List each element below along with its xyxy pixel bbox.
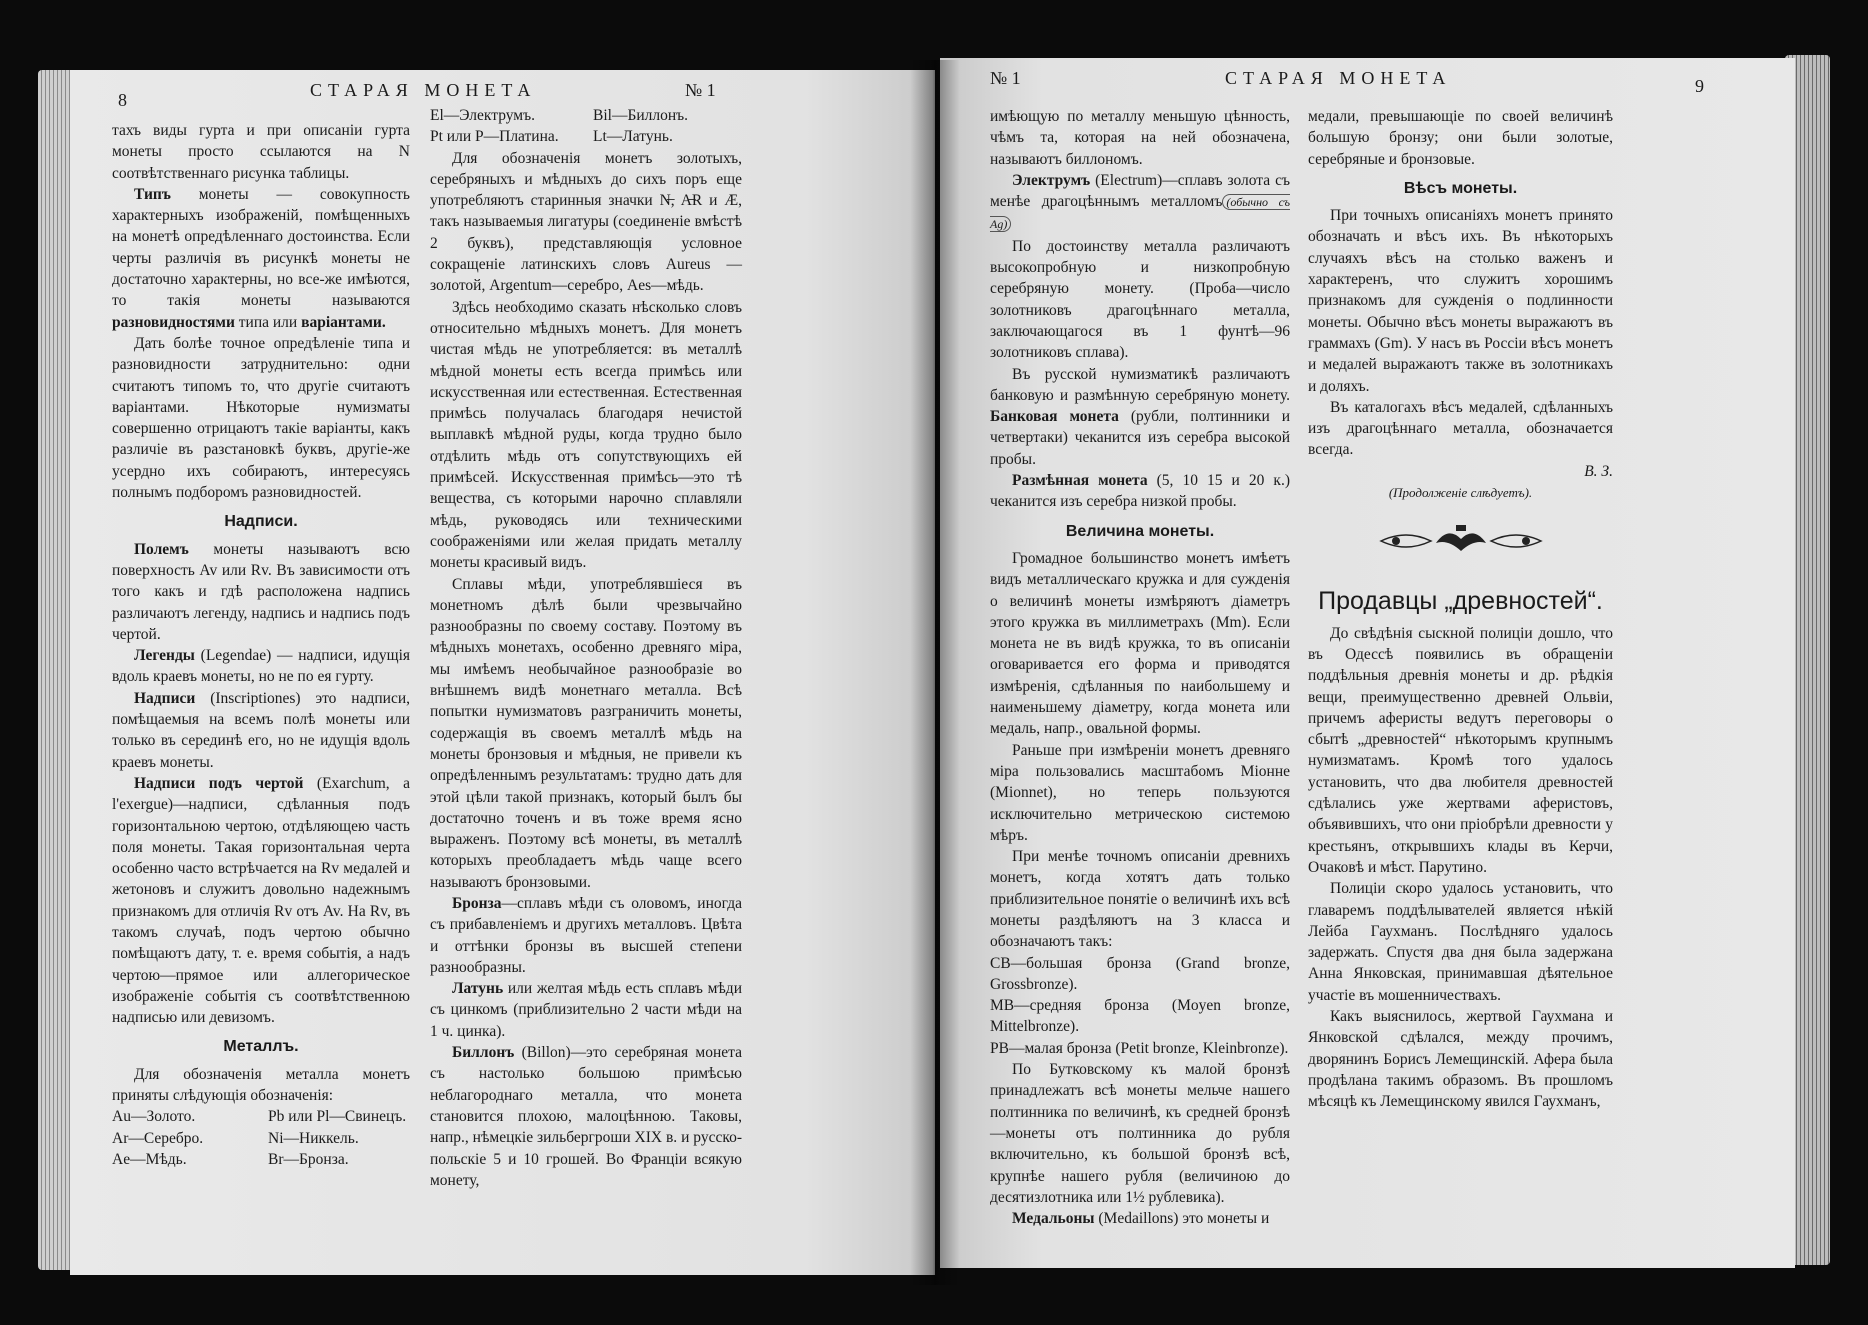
- paragraph: Для обозначенія металла монетъ приняты слѣдующія обозначенія:: [112, 1065, 410, 1105]
- issue-number: № 1: [990, 68, 1021, 88]
- list-item: MB—средняя бронза (Moyen bronze, Mittelbronze).: [990, 997, 1290, 1036]
- table-cell: Pb или Pl—Свинецъ.: [268, 1108, 407, 1126]
- right-page: [940, 58, 1795, 1268]
- table-cell: Ae—Мѣдь.: [112, 1150, 187, 1168]
- paragraph: Надписи (Inscriptiones) это надписи, помѣщаемыя на всемъ полѣ монеты или только въ серединѣ его, но не идущія вдоль краевъ монеты.: [112, 689, 410, 771]
- metal-abbreviations-table-cont: [430, 105, 742, 148]
- paragraph: Сплавы мѣди, употреблявшіеся въ монетномъ дѣлѣ были чрезвычайно разнообразны по своему составу. Поэтому въ мѣдныхъ монетахъ, особенно древняго міра, мы имѣемъ необычайное разнообразіе во внѣшнемъ видѣ монетнаго металла. Всѣ попытки нумизматовъ разграничить монеты, содержащія въ своемъ металлѣ мѣдь на монеты бронзовыя и мѣдныя, не привели къ опредѣленнымъ результатамъ: трудно дать для этой цѣли такой признакъ, который былъ бы достаточно точенъ и въ тоже время ясно выраженъ. Поэтому всѣ монеты, въ металлѣ которыхъ преобладаетъ мѣдь чаще всего называютъ бронзовыми.: [430, 575, 742, 891]
- page-number: 8: [118, 90, 127, 110]
- paragraph: Надписи подъ чертой (Exarchum, a l'exergue)—надписи, сдѣланныя подъ горизонтальною чертою, отдѣляющею часть поля монеты. Такая горизонтальная черта особенно часто встрѣчается на Rv медалей и жетоновъ и служитъ довольно надежнымъ признакомъ для отличія Rv отъ Av. На Rv, въ такомъ случаѣ, подъ чертою обычно помѣщаютъ дату, т. е. время событія, а надъ чертою—прямое или аллегорическое изображеніе событія съ соотвѣтственною надписью или девизомъ.: [112, 774, 410, 1027]
- paragraph: До свѣдѣнія сыскной полиціи дошло, что въ Одессѣ появились въ обращеніи поддѣльныя древнія монеты и др. рѣдкія вещи, преимущественно древней Ольвіи, причемъ аферисты ведутъ переговоры о сбытѣ „древностей“ нѣкоторымъ крупнымъ нумизматамъ. Кромѣ того удалось установить, что два любителя древностей сдѣлались уже жертвами аферистовъ, объявившихъ, что они пріобрѣли древности у крестьянъ, открывшихъ клады въ Керчи, Очаковѣ и мѣст. Парутино.: [1308, 624, 1613, 876]
- term: Надписи: [134, 689, 196, 707]
- paragraph: Дать болѣе точное опредѣленіе типа и разновидности затруднительно: одни считаютъ типомъ то, что другіе считаютъ варіантами. Нѣкоторые нумизматы совершенно отрицаютъ такіе варіанты, какъ различіе въ разстановкѣ буквъ, другіе-же усердно ихъ собираютъ, интересуясь полнымъ подборомъ разновидностей.: [112, 334, 410, 502]
- term: Электрумъ: [1012, 171, 1091, 189]
- paragraph: Биллонъ (Billon)—это серебряная монета съ настолько большою примѣсью неблагороднаго металла, что монета становится плохою, малоцѣнною. Таковы, напр., нѣмецкіе зильбергроши XIX в. и русско-польскіе 5 и 10 грошей. Во Франціи всякую монету,: [430, 1044, 742, 1189]
- table-cell: Lt—Латунь.: [593, 128, 673, 146]
- paragraph: Латунь или желтая мѣдь есть сплавъ мѣди съ цинкомъ (приблизительно 2 части мѣди на 1 ч. цинка).: [430, 980, 742, 1040]
- term: Легенды: [134, 647, 195, 665]
- section-heading: Металлъ.: [223, 1038, 299, 1056]
- left-column-1: [112, 120, 410, 1170]
- paragraph: Въ каталогахъ вѣсъ медалей, сдѣланныхъ изъ драгоцѣннаго металла, обозначается всегда.: [1308, 398, 1613, 459]
- handwritten-note: (обычно съ Ag): [990, 195, 1290, 232]
- section-heading: Надписи.: [224, 513, 298, 531]
- paragraph: Размѣнная монета (5, 10 15 и 20 к.) чеканится изъ серебра низкой пробы.: [990, 472, 1290, 511]
- paragraph: Полемъ монеты называютъ всю поверхность Av или Rv. Въ зависимости отъ того какъ и гдѣ расположена надпись различаютъ легенду, надпись и надпись подъ чертой.: [112, 540, 410, 643]
- author-signature: В. З.: [1584, 462, 1613, 480]
- paragraph: Въ русской нумизматикѣ различаютъ банковую и размѣнную серебряную монету. Банковая монета (рубли, полтинники и четвертаки) чеканится изъ серебра высокой пробы.: [990, 365, 1290, 468]
- eagle-ornament-icon: [1308, 521, 1613, 561]
- section-heading: Вѣсъ монеты.: [1403, 179, 1518, 197]
- term: Биллонъ: [452, 1044, 515, 1062]
- term: Банковая монета: [990, 408, 1119, 426]
- paragraph: При менѣе точномъ описаніи древнихъ монетъ, когда хотятъ дать только приблизительное понятіе о величинѣ ихъ всѣ монеты раздѣляютъ на 3 класса и обозначаютъ такъ:: [990, 848, 1290, 951]
- term: разновидностями: [112, 313, 235, 331]
- term: Бронза: [452, 894, 502, 912]
- metal-abbreviations-table: [112, 1106, 410, 1170]
- paragraph: Легенды (Legendae) — надписи, идущія вдоль краевъ монеты, но не по ея гурту.: [112, 647, 410, 686]
- section-heading: Величина монеты.: [1065, 522, 1215, 540]
- table-cell: Au—Золото.: [112, 1108, 196, 1126]
- paragraph: Какъ выяснилось, жертвой Гаухмана и Янковской сдѣлался, между прочимъ, дворянинъ Борисъ Лемещинскій. Афера была продѣлана такимъ образомъ. Въ прошломъ мѣсяцѣ къ Лемещинскому явился Гаухманъ,: [1308, 1007, 1613, 1111]
- table-cell: Ar—Серебро.: [112, 1129, 204, 1147]
- paragraph: По достоинству металла различаютъ высокопробную и низкопробную серебряную монету. (Проба—число золотниковъ драгоцѣннаго металла, заключающагося въ 1 фунтѣ—96 золотниковъ сплава).: [990, 237, 1290, 362]
- paragraph: Раньше при измѣреніи монетъ древняго міра пользовались масштабомъ Міонне (Mionnet), но теперь пользуются исключительно метрическою системою мѣръ.: [990, 741, 1290, 844]
- paragraph: медали, превышающіе по своей величинѣ большую бронзу; они были золотые, серебряные и бронзовые.: [1308, 108, 1613, 168]
- term: варіантами.: [301, 313, 386, 331]
- paragraph: При точныхъ описаніяхъ монетъ принято обозначать и вѣсъ ихъ. Въ нѣкоторыхъ случаяхъ вѣсъ на столько важенъ и характеренъ, что служитъ хорошимъ признакомъ для сужденія о подлинности монеты. Обычно вѣсъ монеты выражаютъ въ граммахъ (Gm). У насъ въ Россіи вѣсъ монетъ и медалей выражаютъ также въ золотникахъ и доляхъ.: [1308, 207, 1613, 395]
- paragraph: Полиціи скоро удалось установить, что главаремъ поддѣлывателей является нѣкій Лейба Гаухманъ. Послѣдняго удалось задержать. Спустя два дня была задержана Анна Янковская, принимавшая дѣятельное участіе въ мошенничествахъ.: [1308, 880, 1613, 1004]
- left-column-2: [430, 105, 742, 1191]
- table-cell: Ni—Никкель.: [268, 1129, 359, 1147]
- list-item: PB—малая бронза (Petit bronze, Kleinbronze).: [990, 1039, 1289, 1057]
- term: Надписи подъ чертой: [134, 774, 304, 792]
- right-column-1: [990, 106, 1290, 1229]
- term: Типъ: [134, 185, 171, 203]
- table-cell: El—Электрумъ.: [430, 107, 535, 124]
- term: Полемъ: [134, 540, 189, 558]
- paragraph: Здѣсь необходимо сказать нѣсколько словъ относительно мѣдныхъ монетъ. Для монетъ чистая мѣдь не употребляется: въ металлѣ мѣдной монеты есть всегда примѣсь или искусственная или естественная. Естественная примѣсь получалась благодаря нечистой выплавкѣ мѣдной руды, когда трудно было отдѣлить мѣдь отъ сопутствующихъ ей примѣсей. Искусственная примѣсь—это тѣ вещества, съ которыми нарочно сплавляли мѣдь, руководясь или техническими соображеніями или желая придать металлу монеты красивый видъ.: [430, 298, 742, 572]
- paragraph: Электрумъ (Electrum)—сплавъ золота съ менѣе драгоцѣннымъ металломъ (обычно съ Ag): [990, 171, 1290, 232]
- term: Размѣнная монета: [1012, 472, 1148, 490]
- paragraph: имѣющую по металлу меньшую цѣнность, чѣмъ та, которая на ней обозначена, называютъ биллономъ.: [990, 108, 1290, 168]
- article-title: Продавцы „древностей“.: [1318, 587, 1603, 616]
- term: Латунь: [452, 980, 504, 998]
- paragraph: Громадное большинство монетъ имѣетъ видъ металлическаго кружка и для сужденія о величинѣ монеты измѣряютъ діаметръ этого кружка въ миллиметрахъ (Mm). Если монета не въ видѣ кружка, то въ описаніи оговаривается его форма и приводятся измѣренія, сдѣланныя по наибольшему и наименьшему діаметру, когда монета или медаль, напр., овальной формы.: [990, 549, 1290, 738]
- paragraph: По Бутковскому къ малой бронзѣ принадлежатъ всѣ монеты мельче нашего полтинника по величинѣ, къ средней бронзѣ—монеты отъ полтинника до рубля включительно, къ большой бронзѣ всѣ, крупнѣе нашего рубля (величиною до десятизлотника или 1½ рублевика).: [990, 1061, 1290, 1206]
- running-header: СТАРАЯ МОНЕТА: [310, 80, 537, 100]
- paragraph: Бронза—сплавъ мѣди съ оловомъ, иногда съ прибавленіемъ и другихъ металловъ. Цвѣта и оттѣнки бронзы въ высшей степени разнообразны.: [430, 894, 742, 976]
- list-item: CB—большая бронза (Grand bronze, Grossbronze).: [990, 954, 1290, 993]
- paragraph: Для обозначенія монетъ золотыхъ, серебряныхъ и мѣдныхъ до сихъ поръ еще употребляютъ старинныя значки N̶, A̶R и Æ, такъ называемыя лигатуры (соединеніе вмѣстѣ 2 буквъ), представляющія условное сокращеніе латинскихъ словъ Aureus — золотой, Argentum—серебро, Aes—мѣдь.: [430, 149, 742, 295]
- right-column-2: [1308, 106, 1613, 1112]
- book-spine: [910, 60, 960, 1285]
- table-cell: Br—Бронза.: [268, 1150, 349, 1168]
- table-cell: Bil—Биллонъ.: [593, 107, 689, 124]
- table-cell: Pt или P—Платина.: [430, 128, 559, 146]
- paragraph: тахъ виды гурта и при описаніи гурта монеты просто ссылаются на N соотвѣтственнаго рисунка таблицы.: [112, 122, 410, 182]
- left-page: [70, 70, 935, 1275]
- issue-number: № 1: [685, 80, 716, 100]
- paragraph: Типъ монеты — совокупность характерныхъ изображеній, помѣщенныхъ на монетѣ опредѣленнаго достоинства. Если черты различія въ рисункѣ монеты не достаточно характерны, но все-же имѣются, то такія монеты называются разновидностями типа или варіантами.: [112, 185, 410, 331]
- paragraph: Медальоны (Medaillons) это монеты и: [1012, 1210, 1270, 1228]
- continued-note: (Продолженіе слѣдуетъ).: [1388, 485, 1533, 501]
- page-number: 9: [1695, 76, 1704, 96]
- term: Медальоны: [1012, 1210, 1095, 1228]
- running-header: СТАРАЯ МОНЕТА: [1225, 68, 1452, 88]
